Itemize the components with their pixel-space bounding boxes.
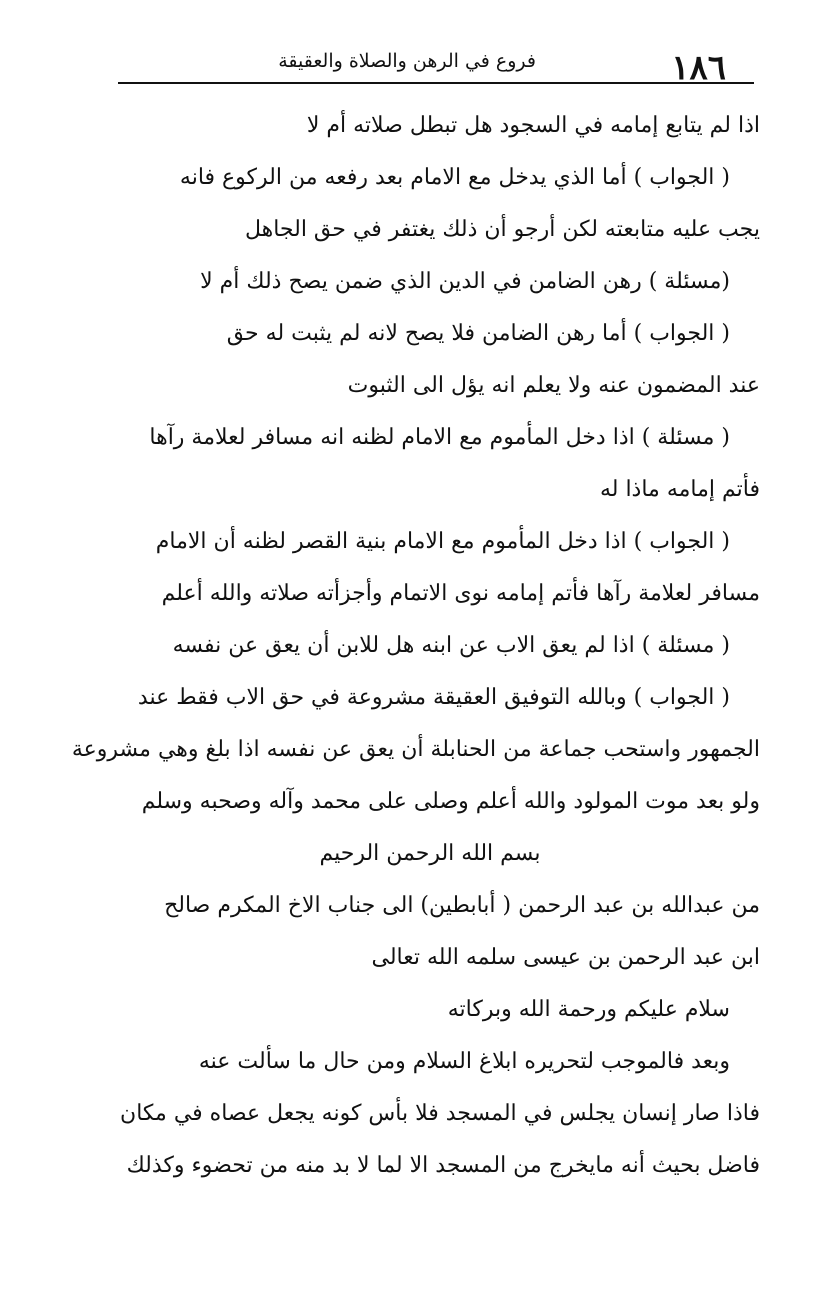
text-line: يجب عليه متابعته لكن أرجو أن ذلك يغتفر في حق الجاهل xyxy=(244,217,760,242)
text-line: ( الجواب ) أما الذي يدخل مع الامام بعد رفعه من الركوع فانه xyxy=(179,165,730,190)
text-line: وبعد فالموجب لتحريره ابلاغ السلام ومن حال ما سألت عنه xyxy=(198,1049,730,1074)
text-line: الجمهور واستحب جماعة من الحنابلة أن يعق عن نفسه اذا بلغ وهي مشروعة xyxy=(71,737,760,762)
text-line: فاذا صار إنسان يجلس في المسجد فلا بأس كونه يجعل عصاه في مكان xyxy=(120,1101,760,1126)
text-line: ( الجواب ) أما رهن الضامن فلا يصح لانه لم يثبت له حق xyxy=(226,321,730,346)
text-line: ابن عبد الرحمن بن عيسى سلمه الله تعالى xyxy=(371,945,760,970)
basmala-line: بسم الله الرحمن الرحيم xyxy=(319,841,541,866)
text-line: ( مسئلة ) اذا دخل المأموم مع الامام لظنه انه مسافر لعلامة رآها xyxy=(149,425,730,450)
page-number: ١٨٦ xyxy=(671,48,726,88)
text-line: ولو بعد موت المولود والله أعلم وصلى على محمد وآله وصحبه وسلم xyxy=(141,789,760,814)
text-line: عند المضمون عنه ولا يعلم انه يؤل الى الثبوت xyxy=(347,373,760,398)
text-line: ( الجواب ) وبالله التوفيق العقيقة مشروعة في حق الاب فقط عند xyxy=(137,685,730,710)
page-header xyxy=(118,38,754,90)
text-line: اذا لم يتابع إمامه في السجود هل تبطل صلاته أم لا xyxy=(306,113,760,138)
text-line: من عبدالله بن عبد الرحمن ( أبابطين) الى جناب الاخ المكرم صالح xyxy=(164,893,760,918)
page-body xyxy=(60,100,760,1192)
text-line: (مسئلة ) رهن الضامن في الدين الذي ضمن يصح ذلك أم لا xyxy=(200,269,730,294)
text-line: مسافر لعلامة رآها فأتم إمامه نوى الاتمام وأجزأته صلاته والله أعلم xyxy=(161,581,760,606)
text-line: ( الجواب ) اذا دخل المأموم مع الامام بنية القصر لظنه أن الامام xyxy=(155,529,730,554)
running-title: فروع في الرهن والصلاة والعقيقة xyxy=(278,50,536,72)
text-line: ( مسئلة ) اذا لم يعق الاب عن ابنه هل للابن أن يعق عن نفسه xyxy=(172,633,730,658)
header-rule xyxy=(118,82,754,84)
greeting-line: سلام عليكم ورحمة الله وبركاته xyxy=(447,997,730,1022)
text-line: فاضل بحيث أنه مايخرج من المسجد الا لما لا بد منه من تحضوء وكذلك xyxy=(126,1153,760,1178)
text-line: فأتم إمامه ماذا له xyxy=(599,477,760,502)
